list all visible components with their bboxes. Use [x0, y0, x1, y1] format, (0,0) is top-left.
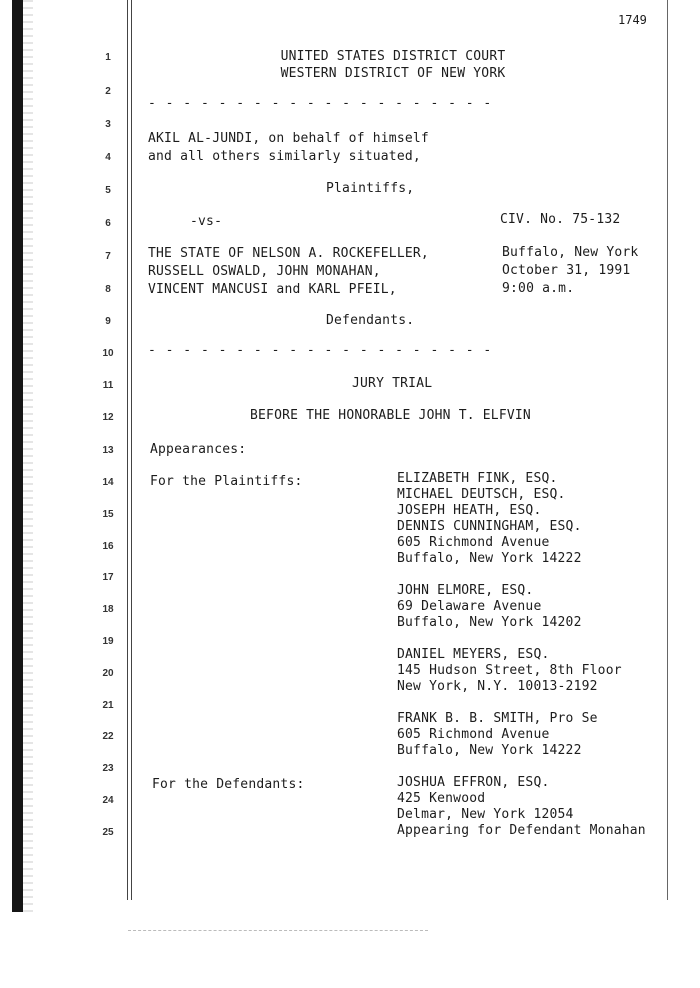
counsel-line: MICHAEL DEUTSCH, ESQ.: [397, 487, 566, 502]
line-number: 1: [105, 52, 111, 63]
line-number: 4: [105, 152, 111, 163]
line-number: 17: [102, 572, 114, 583]
line-number: 21: [102, 700, 114, 711]
scan-smudge: [128, 930, 428, 931]
counsel-line: New York, N.Y. 10013-2192: [397, 679, 598, 694]
caption-separator: - - - - - - - - - - - - - - - - - - - -: [148, 343, 493, 358]
trial-date: October 31, 1991: [502, 263, 631, 278]
trial-time: 9:00 a.m.: [502, 281, 575, 296]
line-number: 5: [105, 185, 111, 196]
versus: -vs-: [190, 214, 223, 229]
defendants-label: Defendants.: [326, 313, 415, 328]
line-number: 15: [102, 509, 114, 520]
counsel-line: 425 Kenwood: [397, 791, 486, 806]
line-number: 2: [105, 86, 111, 97]
margin-rule-right: [131, 0, 132, 900]
district-name: WESTERN DISTRICT OF NEW YORK: [280, 66, 506, 81]
line-number: 10: [102, 348, 114, 359]
defendant-name: THE STATE OF NELSON A. ROCKEFELLER,: [148, 246, 429, 261]
caption-separator: - - - - - - - - - - - - - - - - - - - -: [148, 96, 493, 111]
line-number: 22: [102, 731, 114, 742]
defendant-name: RUSSELL OSWALD, JOHN MONAHAN,: [148, 264, 381, 279]
line-number: 18: [102, 604, 114, 615]
line-number: 11: [102, 380, 114, 391]
counsel-line: JOSEPH HEATH, ESQ.: [397, 503, 542, 518]
counsel-line: 605 Richmond Avenue: [397, 535, 550, 550]
counsel-line: DANIEL MEYERS, ESQ.: [397, 647, 550, 662]
counsel-line: DENNIS CUNNINGHAM, ESQ.: [397, 519, 582, 534]
counsel-line: 145 Hudson Street, 8th Floor: [397, 663, 622, 678]
counsel-line: FRANK B. B. SMITH, Pro Se: [397, 711, 598, 726]
counsel-line: ELIZABETH FINK, ESQ.: [397, 471, 558, 486]
line-number: 14: [102, 477, 114, 488]
counsel-line: Buffalo, New York 14222: [397, 743, 582, 758]
scan-shadow-edge: [23, 0, 33, 912]
plaintiffs-counsel-label: For the Plaintiffs:: [150, 474, 303, 489]
counsel-line: JOHN ELMORE, ESQ.: [397, 583, 534, 598]
right-margin-rule: [667, 0, 668, 900]
counsel-line: Appearing for Defendant Monahan: [397, 823, 646, 838]
line-number: 24: [102, 795, 114, 806]
line-number: 16: [102, 541, 114, 552]
line-number: 13: [102, 445, 114, 456]
trial-title: JURY TRIAL: [352, 376, 433, 391]
counsel-line: 605 Richmond Avenue: [397, 727, 550, 742]
line-number: 3: [105, 119, 111, 130]
case-number: CIV. No. 75-132: [500, 212, 621, 227]
counsel-line: 69 Delaware Avenue: [397, 599, 542, 614]
line-number: 23: [102, 763, 114, 774]
page-number: 1749: [618, 13, 647, 27]
plaintiffs-label: Plaintiffs,: [326, 181, 415, 196]
line-number: 20: [102, 668, 114, 679]
line-number: 9: [105, 316, 111, 327]
line-number: 19: [102, 636, 114, 647]
appearances-label: Appearances:: [150, 442, 247, 457]
line-number: 25: [102, 827, 114, 838]
line-number: 12: [102, 412, 114, 423]
trial-location: Buffalo, New York: [502, 245, 639, 260]
counsel-line: Buffalo, New York 14202: [397, 615, 582, 630]
defendant-name: VINCENT MANCUSI and KARL PFEIL,: [148, 282, 397, 297]
scan-shadow-bar: [12, 0, 23, 912]
line-number: 7: [105, 251, 111, 262]
judge-line: BEFORE THE HONORABLE JOHN T. ELFVIN: [250, 408, 531, 423]
counsel-line: Delmar, New York 12054: [397, 807, 574, 822]
plaintiff-class: and all others similarly situated,: [148, 149, 421, 164]
counsel-line: Buffalo, New York 14222: [397, 551, 582, 566]
defendants-counsel-label: For the Defendants:: [152, 777, 305, 792]
line-number: 8: [105, 284, 111, 295]
counsel-line: JOSHUA EFFRON, ESQ.: [397, 775, 550, 790]
line-number: 6: [105, 218, 111, 229]
plaintiff-name: AKIL AL-JUNDI, on behalf of himself: [148, 131, 429, 146]
court-name: UNITED STATES DISTRICT COURT: [280, 49, 506, 64]
